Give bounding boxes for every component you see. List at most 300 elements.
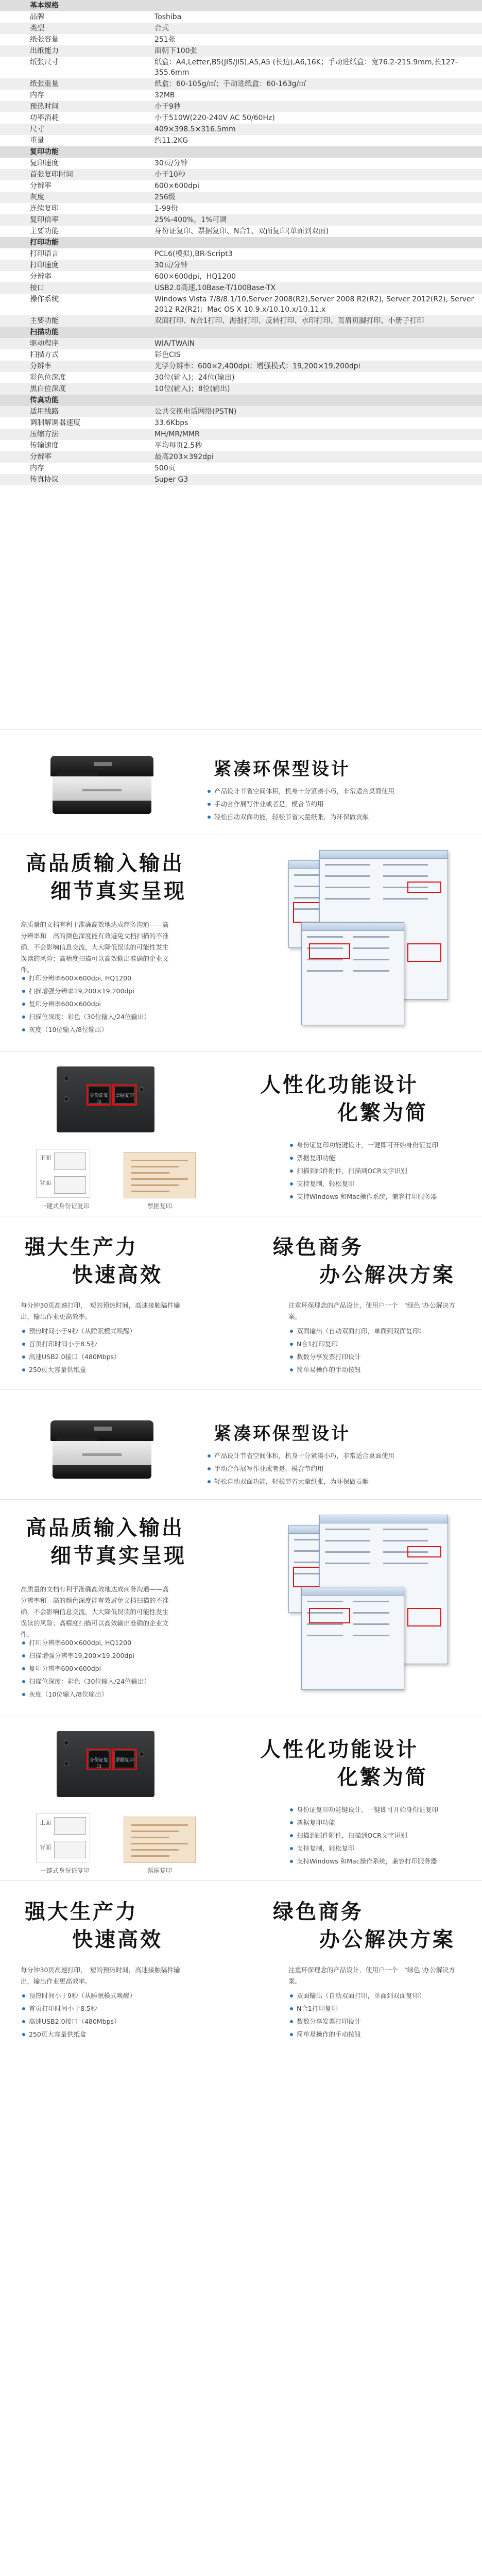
- spec-row: [0, 192, 482, 203]
- bullet-item: 高速USB2.0接口（480Mbps）: [21, 1350, 185, 1363]
- green-paragraph: 注重环保理念的产品设计，使用户一个 "绿色"办公解决方案。: [288, 1966, 456, 1985]
- card-back-image: [54, 1841, 86, 1858]
- bullet-item: 扫描到邮件附件，扫描到OCR文字识别: [288, 1164, 463, 1177]
- card-back-image: [54, 1176, 86, 1194]
- power-bullets: [21, 1325, 185, 1376]
- spec-row: [0, 158, 482, 169]
- power-title-1: 强大生产力: [25, 1235, 138, 1259]
- window-titlebar: [320, 851, 447, 859]
- green-title-2: 办公解决方案: [319, 1263, 455, 1287]
- spec-row: [0, 203, 482, 214]
- spec-value: 10位(输入)；8位(输出): [154, 385, 230, 393]
- window-text-line: [294, 1562, 321, 1563]
- spec-value: Windows Vista 7/8/8.1/10,Server 2008(R2),Server 2008 R2(R2), Server 2012(R2), Server 2012 R2(R2)；Mac OS X 10.9.x/10.10.x/10.11.x: [154, 295, 474, 314]
- window-text-line: [307, 1601, 343, 1602]
- spec-value: 台式: [154, 24, 169, 32]
- highlight-box: [309, 1608, 350, 1623]
- spec-value: [154, 146, 482, 158]
- bullet-item: 支持Windows 和Mac操作系统，兼容打印服务器: [288, 1855, 463, 1868]
- spec-key: 复印功能: [30, 148, 59, 156]
- spec-key: 分辨率: [30, 273, 51, 281]
- spec-key: 扫描方式: [30, 351, 59, 359]
- printer-image: [50, 756, 153, 817]
- receipt-line: [131, 1166, 179, 1167]
- spec-value: 30页/分钟: [154, 261, 188, 269]
- window-text-line: [353, 970, 389, 972]
- spec-value: WIA/TWAIN: [154, 340, 195, 348]
- green-title-2: 办公解决方案: [319, 1928, 455, 1952]
- window-text-line: [307, 1635, 343, 1636]
- spec-key: 纸张容量: [30, 36, 59, 44]
- spec-value: 面朝下100张: [154, 47, 197, 55]
- bullet-item: 支持复制，轻松复印: [288, 1842, 463, 1855]
- spec-row: [0, 429, 482, 440]
- spec-row: [0, 124, 482, 135]
- caption-receipt-copy: 票据复印: [147, 1202, 173, 1210]
- printer-paper-tray: [53, 801, 151, 814]
- window-titlebar: [320, 1515, 447, 1523]
- highlight-box: [309, 943, 350, 959]
- window-text-line: [294, 886, 321, 887]
- spec-row: [0, 372, 482, 383]
- spec-row: [0, 406, 482, 417]
- bullet-item: 双面输出（自动双面打印，单面到双面复印）: [288, 1325, 463, 1337]
- window-text-line: [325, 864, 370, 866]
- spec-section-header: [0, 0, 482, 11]
- spec-value: 光学分辨率：600×2,400dpi；增强模式：19,200×19,200dpi: [154, 362, 360, 370]
- personal-bullets: [288, 1139, 463, 1203]
- window-text-line: [353, 947, 389, 949]
- power-title-2: 快速高效: [72, 1263, 163, 1287]
- spec-row: [0, 463, 482, 474]
- bullet-item: 手动合作展写作业或者是，模合节约用: [206, 1462, 463, 1475]
- window-titlebar: [302, 1587, 404, 1596]
- spec-key: 尺寸: [30, 125, 44, 133]
- quality-title-2: 细节真实呈现: [50, 1544, 186, 1568]
- highlight-box: [407, 1546, 441, 1557]
- spec-key: 打印语言: [30, 250, 59, 258]
- spec-value: 身份证复印、票据复印、N合1、双面复印(单面到双面): [154, 227, 329, 235]
- spec-key: 出纸能力: [30, 47, 59, 55]
- spec-key: 打印功能: [30, 239, 59, 247]
- window-text-line: [353, 1623, 389, 1625]
- spec-value: 彩色CIS: [154, 351, 181, 359]
- spec-row: [0, 90, 482, 101]
- window-text-line: [325, 1540, 370, 1541]
- window-text-line: [353, 936, 389, 938]
- card-label-front: 正面: [40, 1155, 51, 1161]
- spec-key: 预热时间: [30, 103, 59, 111]
- spec-key: 传输速度: [30, 442, 59, 450]
- spec-row: [0, 451, 482, 463]
- spec-row: [0, 271, 482, 282]
- bullet-item: 数数分享发票打印设计: [288, 2015, 463, 2028]
- spec-value: 30页/分钟: [154, 159, 188, 167]
- bullet-item: 预热时间小于9秒（从睡眠模式唤醒）: [21, 1989, 185, 2002]
- bullet-item: N合1打印复印: [288, 2002, 463, 2015]
- spec-key: 传真功能: [30, 396, 59, 404]
- spec-key: 纸张重量: [30, 80, 59, 88]
- receipt-line: [131, 1824, 188, 1826]
- spec-key: 主要功能: [30, 317, 59, 325]
- spec-value: [154, 237, 482, 248]
- highlight-box: [407, 1608, 441, 1626]
- spec-value: 双面打印、N合1打印、海报打印、反转打印、水印打印、页眉页脚打印、小册子打印: [154, 317, 424, 325]
- section-divider: [0, 729, 482, 730]
- spec-row: [0, 315, 482, 327]
- spec-key: 灰度: [30, 193, 44, 201]
- receipt-line: [131, 1178, 188, 1180]
- window-text-line: [294, 1539, 321, 1540]
- power-bullets: [21, 1989, 185, 2041]
- panel-knob: [139, 1087, 144, 1092]
- quality-bullets: [21, 972, 185, 1036]
- personal-title-2: 化繁为简: [337, 1101, 428, 1125]
- bullet-item: 灰度（10位输入/8位输出）: [21, 1688, 185, 1701]
- spec-key: 内存: [30, 464, 44, 472]
- spec-key: 打印速度: [30, 261, 59, 269]
- receipt-line: [131, 1831, 179, 1832]
- spec-key: 压缩方法: [30, 430, 59, 438]
- printer-output-slot: [82, 1453, 122, 1456]
- printer-brand-plate: [94, 1427, 112, 1431]
- spec-key: 复印倍率: [30, 216, 59, 224]
- window-text-line: [294, 897, 321, 899]
- receipt-line: [131, 1849, 179, 1851]
- bullet-item: 扫描增强分辨率19,200×19,200dpi: [21, 985, 185, 997]
- personal-title-1: 人性化功能设计: [260, 1073, 419, 1097]
- bullet-item: 复印分辨率600×600dpi: [21, 997, 185, 1010]
- highlight-box: [112, 1749, 137, 1770]
- window-text-line: [325, 875, 370, 877]
- receipt-copy-sample: [124, 1817, 196, 1863]
- spec-key: 扫描功能: [30, 328, 59, 336]
- spec-value: 约11.2KG: [154, 137, 188, 145]
- bullet-item: 扫描到邮件附件，扫描到OCR文字识别: [288, 1829, 463, 1842]
- bullet-item: 扫描位深度：彩色（30位输入/24位输出）: [21, 1675, 185, 1688]
- spec-value: 25%-400%，1%可调: [154, 216, 227, 224]
- spec-value: 纸盒：A4,Letter,B5(JIS/JIS),A5,A5 (长边),A6,16K；手动进纸盒：宽76.2-215.9mm,长127-355.6mm: [154, 58, 458, 77]
- window-text-line: [307, 936, 343, 938]
- window-text-line: [383, 1540, 428, 1541]
- spec-row: [0, 23, 482, 34]
- spec-key: 连续复印: [30, 205, 59, 213]
- driver-window: [301, 922, 404, 1025]
- highlight-box: [407, 882, 441, 893]
- spec-value: 小于9秒: [154, 103, 181, 111]
- spec-key: 首张复印时间: [30, 171, 73, 179]
- window-text-line: [383, 1529, 428, 1530]
- spec-value: 小于10秒: [154, 171, 185, 179]
- printer-image: [50, 1420, 153, 1481]
- receipt-line: [131, 1855, 169, 1857]
- spec-value: Toshiba: [154, 13, 182, 21]
- highlight-box: [407, 943, 441, 962]
- window-text-line: [325, 1551, 370, 1553]
- bullet-item: 首页打印时间小于8.5秒: [21, 1337, 185, 1350]
- spec-value: [154, 327, 482, 338]
- card-label-front: 正面: [40, 1819, 51, 1826]
- spec-key: 品牌: [30, 13, 44, 21]
- spec-row: [0, 383, 482, 395]
- window-text-line: [325, 887, 370, 888]
- window-text-line: [307, 959, 343, 960]
- quality-paragraph: 高质量的文档有利于准确高效地达成商务沟通——高分辨率和 高的颜色深度能有效避免文档扫描的不准确，不会影响信息交流，大大降低误读的可能性发生误读的风险；高精度扫描可以高效输出准确的企业文件。: [21, 921, 169, 974]
- printer-brand-plate: [94, 762, 112, 766]
- control-panel-photo: [57, 1066, 154, 1132]
- spec-value: 最高203×392dpi: [154, 453, 214, 461]
- window-text-line: [353, 1601, 389, 1602]
- receipt-line: [131, 1172, 169, 1174]
- spec-section-header: [0, 146, 482, 158]
- bullet-item: 复印分辨率600×600dpi: [21, 1662, 185, 1675]
- power-paragraph: 每分钟30页高速打印， 短的预热时间，高速接触稿件输出，输出作业更高效率。: [21, 1301, 180, 1320]
- section-divider: [0, 1389, 482, 1390]
- spec-value: 33.6Kbps: [154, 419, 188, 427]
- spec-row: [0, 282, 482, 294]
- spec-row: [0, 135, 482, 146]
- green-title-1: 绿色商务: [273, 1900, 364, 1924]
- spec-row: [0, 260, 482, 271]
- printer-paper-tray: [53, 1465, 151, 1479]
- panel-button-label: 票据复印: [115, 1757, 134, 1763]
- spec-value: 平均每页2.5秒: [154, 442, 202, 450]
- window-text-line: [353, 959, 389, 960]
- quality-paragraph: 高质量的文档有利于准确高效地达成商务沟通——高分辨率和 高的颜色深度能有效避免文档扫描的不准确，不会影响信息交流，大大降低误读的可能性发生误读的风险；高精度扫描可以高效输出准确的企业文件。: [21, 1585, 169, 1638]
- printer-output-slot: [82, 789, 122, 791]
- spec-value: [154, 0, 482, 11]
- window-text-line: [383, 1563, 428, 1564]
- spec-key: 分辨率: [30, 182, 51, 190]
- receipt-line: [131, 1160, 188, 1161]
- spec-value: 500页: [154, 464, 176, 472]
- window-text-line: [325, 898, 370, 900]
- spec-value: PCL6(模拟),BR-Script3: [154, 250, 233, 258]
- spec-row: [0, 349, 482, 361]
- spec-row: [0, 214, 482, 226]
- spec-key: 分辨率: [30, 453, 51, 461]
- spec-row: [0, 248, 482, 260]
- spec-key: 功率消耗: [30, 114, 59, 122]
- bullet-item: 打印分辨率600×600dpi, HQ1200: [21, 1636, 185, 1649]
- panel-knob: [64, 1096, 69, 1101]
- spec-key: 分辨率: [30, 362, 51, 370]
- card-front-image: [54, 1153, 86, 1170]
- bullet-item: 手动合作展写作业或者是，模合节约用: [206, 798, 463, 810]
- bullet-item: 身份证复印功能键设计，一键即可开始身份证复印: [288, 1139, 463, 1151]
- spec-key: 接口: [30, 284, 44, 292]
- power-title-2: 快速高效: [72, 1928, 163, 1952]
- section-divider: [0, 1880, 482, 1881]
- spec-key: 复印速度: [30, 159, 59, 167]
- spec-row: [0, 34, 482, 45]
- spec-value: [154, 395, 482, 406]
- spec-key: 主要功能: [30, 227, 59, 235]
- spec-value: 1-99份: [154, 205, 178, 213]
- printer-body: [53, 776, 151, 801]
- caption-receipt-copy: 票据复印: [147, 1867, 173, 1874]
- window-titlebar: [302, 923, 404, 931]
- highlight-box: [87, 1749, 111, 1770]
- spec-table: [0, 0, 482, 485]
- window-text-line: [353, 1635, 389, 1636]
- spec-value: 32MB: [154, 91, 175, 99]
- spec-key: 适用线路: [30, 408, 59, 416]
- control-panel-photo: [57, 1731, 154, 1797]
- spec-value: 小于510W(220-240V AC 50/60Hz): [154, 114, 275, 122]
- panel-button-label: 身份证复印: [89, 1757, 108, 1770]
- bullet-item: 轻松自动双面功能，轻松节省大量纸张，为环保做贡献: [206, 1475, 463, 1488]
- bullet-item: 身份证复印功能键设计，一键即可开始身份证复印: [288, 1803, 463, 1816]
- spec-key: 传真协议: [30, 476, 59, 484]
- spec-key: 黑白位深度: [30, 385, 66, 393]
- spec-row: [0, 11, 482, 23]
- bullet-item: 双面输出（自动双面打印，单面到双面复印）: [288, 1989, 463, 2002]
- quality-title-1: 高品质输入输出: [26, 852, 184, 875]
- spec-key: 彩色位深度: [30, 374, 66, 382]
- bullet-item: 高速USB2.0接口（480Mbps）: [21, 2015, 185, 2028]
- bullet-item: 灰度（10位输入/8位输出）: [21, 1023, 185, 1036]
- receipt-copy-sample: [124, 1152, 196, 1198]
- spec-row: [0, 45, 482, 57]
- window-text-line: [383, 898, 428, 900]
- bullet-item: 支持复制，轻松复印: [288, 1177, 463, 1190]
- quality-title-2: 细节真实呈现: [50, 879, 186, 903]
- spec-row: [0, 101, 482, 112]
- bullet-item: 票据复印功能: [288, 1151, 463, 1164]
- spec-row: [0, 361, 482, 372]
- personal-title-1: 人性化功能设计: [260, 1738, 419, 1761]
- spec-row: [0, 78, 482, 90]
- spec-key: 驱动程序: [30, 340, 59, 348]
- bullet-item: 轻松自动双面功能，轻松节省大量纸张，为环保做贡献: [206, 810, 463, 823]
- bullet-item: 扫描增强分辨率19,200×19,200dpi: [21, 1649, 185, 1662]
- spec-row: [0, 180, 482, 192]
- spec-value: MH/MR/MMR: [154, 430, 200, 438]
- bullet-item: 简单易操作的手动按钮: [288, 2028, 463, 2041]
- spec-row: [0, 294, 482, 315]
- bullet-item: 首页打印时间小于8.5秒: [21, 2002, 185, 2015]
- spec-value: 256级: [154, 193, 176, 201]
- section-divider: [0, 1051, 482, 1052]
- bullet-item: 票据复印功能: [288, 1816, 463, 1829]
- personal-title-2: 化繁为简: [337, 1766, 428, 1789]
- panel-knob: [64, 1076, 69, 1081]
- compact-title: 紧凑环保型设计: [214, 759, 351, 779]
- spec-section-header: [0, 327, 482, 338]
- bullet-item: 扫描位深度：彩色（30位输入/24位输出）: [21, 1010, 185, 1023]
- green-bullets: [288, 1989, 463, 2041]
- id-card-copy-sample: [36, 1149, 90, 1198]
- receipt-line: [131, 1843, 188, 1844]
- bullet-item: 支持Windows 和Mac操作系统，兼容打印服务器: [288, 1190, 463, 1203]
- bullet-item: 简单易操作的手动按钮: [288, 1363, 463, 1376]
- spec-key: 重量: [30, 137, 44, 145]
- quality-title-1: 高品质输入输出: [26, 1516, 184, 1540]
- id-card-copy-sample: [36, 1814, 90, 1862]
- receipt-line: [131, 1184, 179, 1186]
- card-label-back: 背面: [40, 1179, 51, 1186]
- section-divider: [0, 1499, 482, 1500]
- power-paragraph: 每分钟30页高速打印， 短的预热时间，高速接触稿件输出，输出作业更高效率。: [21, 1966, 180, 1985]
- green-title-1: 绿色商务: [273, 1235, 364, 1259]
- bullet-item: 250页大容量供纸盒: [21, 1363, 185, 1376]
- spec-value: 409×398.5×316.5mm: [154, 125, 236, 133]
- spec-value: 600×600dpi: [154, 182, 199, 190]
- panel-button-label: 身份证复印: [89, 1093, 108, 1105]
- spec-key: 类型: [30, 24, 44, 32]
- window-text-line: [294, 1550, 321, 1552]
- window-text-line: [383, 864, 428, 866]
- window-text-line: [383, 875, 428, 877]
- spec-value: 600×600dpi，HQ1200: [154, 273, 236, 281]
- card-label-back: 背面: [40, 1844, 51, 1851]
- caption-id-copy: 一键式身份证复印: [40, 1867, 90, 1874]
- spec-row: [0, 57, 482, 78]
- highlight-box: [112, 1084, 137, 1106]
- receipt-line: [131, 1837, 169, 1838]
- spec-key: 内存: [30, 91, 44, 99]
- green-paragraph: 注重环保理念的产品设计，使用户一个 "绿色"办公解决方案。: [288, 1301, 456, 1320]
- caption-id-copy: 一键式身份证复印: [40, 1202, 90, 1210]
- card-front-image: [54, 1817, 86, 1835]
- spec-value: 30位(输入)；24位(输出): [154, 374, 235, 382]
- window-text-line: [325, 1563, 370, 1564]
- spec-row: [0, 440, 482, 451]
- bullet-item: N合1打印复印: [288, 1337, 463, 1350]
- spec-section-header: [0, 395, 482, 406]
- spec-row: [0, 169, 482, 180]
- spec-value: 纸盒：60-105g/㎡；手动进纸盒：60-163g/㎡: [154, 80, 306, 88]
- spec-section-header: [0, 237, 482, 248]
- bullet-item: 打印分辨率600×600dpi, HQ1200: [21, 972, 185, 985]
- green-bullets: [288, 1325, 463, 1376]
- panel-knob: [64, 1761, 69, 1766]
- spec-value: 公共交换电话网络(PSTN): [154, 408, 237, 416]
- spec-value: Super G3: [154, 476, 188, 484]
- spec-key: 操作系统: [30, 295, 59, 303]
- bullet-item: 产品设计节省空间体积，机身十分紧凑小巧，非常适合桌面使用: [206, 785, 463, 798]
- spec-key: 调制解调器速度: [30, 419, 80, 427]
- compact-title: 紧凑环保型设计: [214, 1423, 351, 1444]
- bullet-item: 250页大容量供纸盒: [21, 2028, 185, 2041]
- spec-row: [0, 112, 482, 124]
- spec-row: [0, 474, 482, 485]
- spec-key: 基本规格: [30, 2, 59, 10]
- spec-key: 纸张尺寸: [30, 58, 59, 66]
- bullet-item: 产品设计节省空间体积，机身十分紧凑小巧，非常适合桌面使用: [206, 1449, 463, 1462]
- window-text-line: [325, 1529, 370, 1530]
- spec-row: [0, 226, 482, 237]
- window-text-line: [307, 970, 343, 972]
- window-text-line: [307, 1623, 343, 1625]
- panel-knob: [64, 1740, 69, 1745]
- personal-bullets: [288, 1803, 463, 1868]
- compact-bullets: [206, 785, 463, 823]
- spec-value: 251张: [154, 36, 176, 44]
- spec-row: [0, 338, 482, 349]
- spec-value: USB2.0高速,10Base-T/100Base-TX: [154, 284, 276, 292]
- panel-button-label: 票据复印: [115, 1093, 134, 1098]
- window-text-line: [294, 874, 321, 876]
- quality-bullets: [21, 1636, 185, 1701]
- power-title-1: 强大生产力: [25, 1900, 138, 1924]
- window-text-line: [353, 1612, 389, 1614]
- compact-bullets: [206, 1449, 463, 1488]
- panel-knob: [139, 1752, 144, 1757]
- bullet-item: 数数分享发票打印设计: [288, 1350, 463, 1363]
- highlight-box: [87, 1084, 111, 1106]
